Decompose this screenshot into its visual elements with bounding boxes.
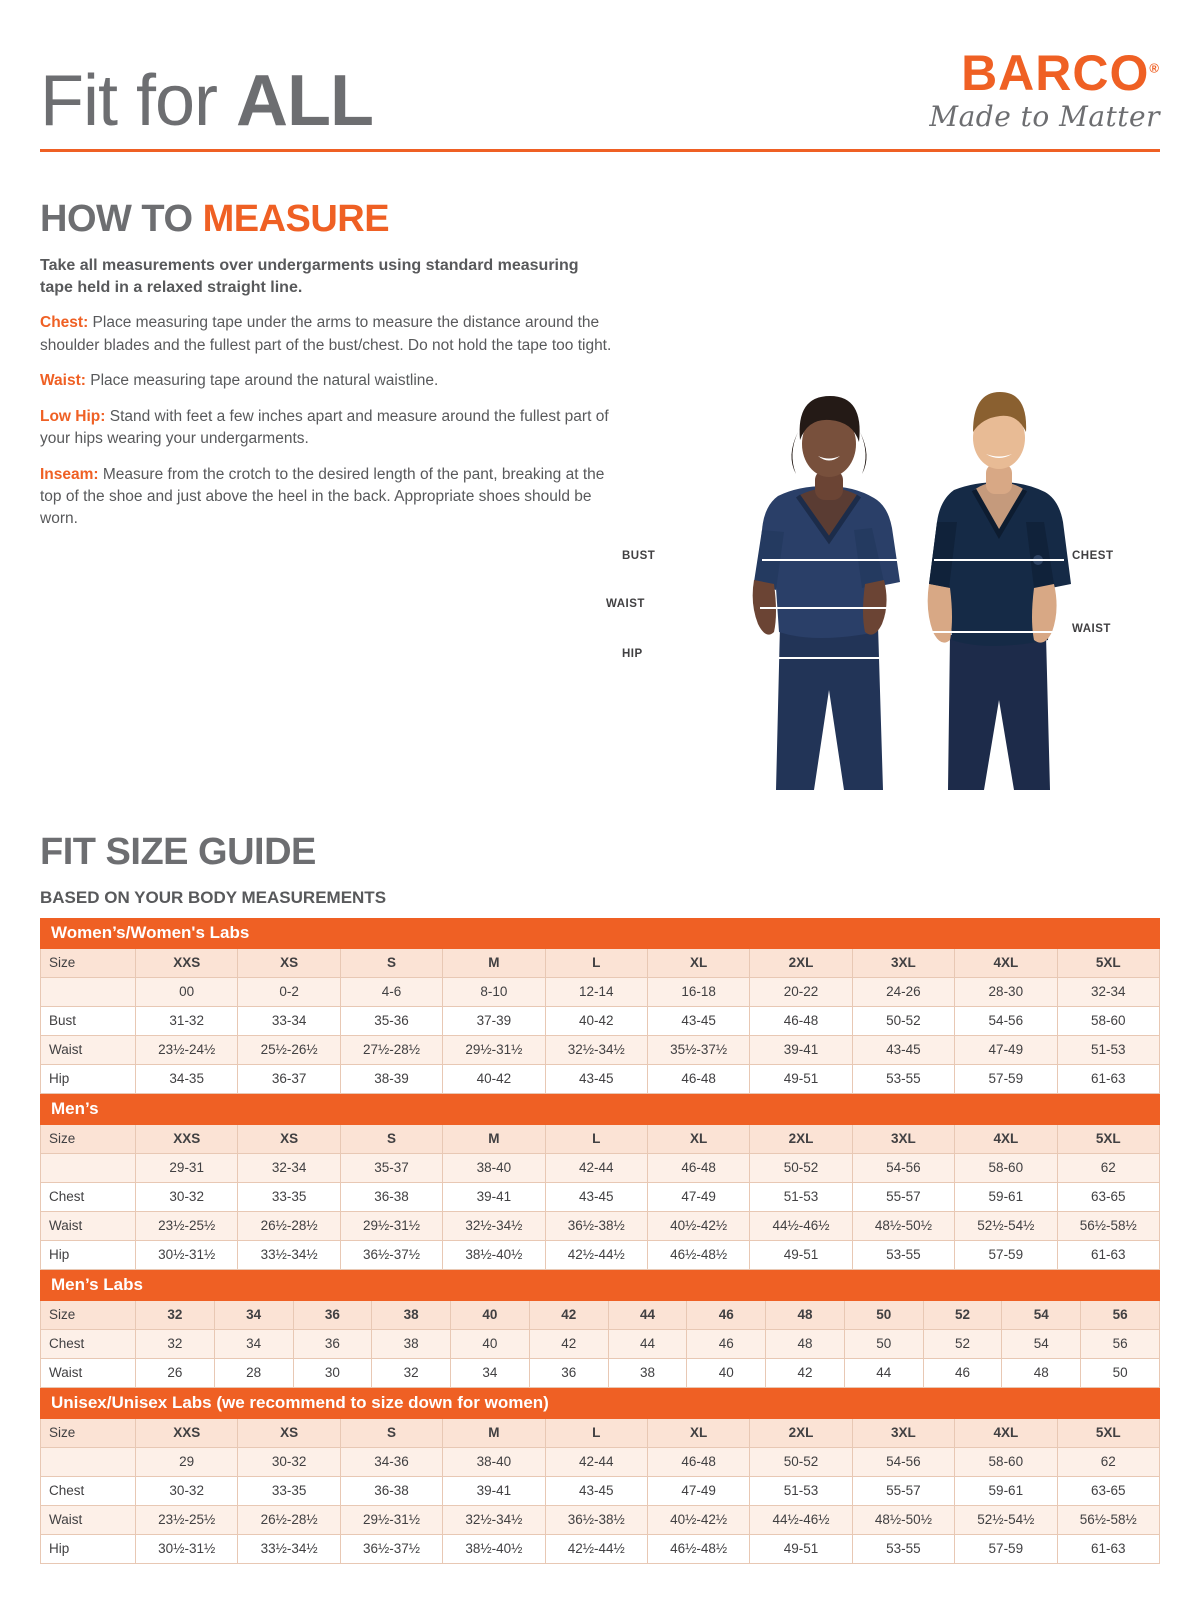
cell: 43-45 — [545, 1182, 647, 1211]
table-row — [41, 1329, 1160, 1358]
brand-name — [961, 45, 1160, 101]
cell: 61-63 — [1057, 1240, 1159, 1269]
cell: 51-53 — [750, 1476, 852, 1505]
table-mens-labs — [40, 1270, 1160, 1388]
size-cell: 36 — [293, 1300, 372, 1329]
cell: 30-32 — [136, 1182, 238, 1211]
cell: 36-37 — [238, 1064, 340, 1093]
measure-text-waist: Place measuring tape around the natural waistline. — [85, 372, 439, 390]
cell: 39-41 — [750, 1035, 852, 1064]
size-cell: 4XL — [955, 948, 1057, 977]
cell: 57-59 — [955, 1534, 1057, 1563]
measure-item-inseam — [40, 464, 620, 531]
cell: 50-52 — [750, 1153, 852, 1182]
page-header — [40, 0, 1160, 141]
size-cell: S — [340, 1418, 442, 1447]
cell: 32½-34½ — [545, 1035, 647, 1064]
cell: 30½-31½ — [136, 1240, 238, 1269]
row-label — [41, 1447, 136, 1476]
registered-mark-icon: ® — [1149, 60, 1160, 76]
size-cell: 52 — [923, 1300, 1002, 1329]
cell: 36½-37½ — [340, 1240, 442, 1269]
fit-size-guide-subheading: BASED ON YOUR BODY MEASUREMENTS — [40, 887, 387, 907]
table-unisex — [40, 1388, 1160, 1564]
fit-size-guide-section — [40, 831, 1160, 1564]
measure-text-low-hip: Stand with feet a few inches apart and measure around the fullest part of your hips wearing your undergarments. — [40, 407, 609, 448]
callout-chest-right: CHEST — [1072, 550, 1114, 562]
cell: 52½-54½ — [955, 1505, 1057, 1534]
table-row — [41, 1505, 1160, 1534]
cell: 29 — [136, 1447, 238, 1476]
table-row — [41, 948, 1160, 977]
size-cell: XS — [238, 948, 340, 977]
cell: 26½-28½ — [238, 1211, 340, 1240]
size-cell: L — [545, 948, 647, 977]
cell: 32-34 — [238, 1153, 340, 1182]
table-row — [41, 1447, 1160, 1476]
cell: 32-34 — [1057, 977, 1159, 1006]
cell: 50 — [844, 1329, 923, 1358]
table-row — [41, 1211, 1160, 1240]
cell: 4-6 — [340, 977, 442, 1006]
cell: 53-55 — [852, 1064, 954, 1093]
size-cell: 5XL — [1057, 948, 1159, 977]
row-label: Chest — [41, 1476, 136, 1505]
cell: 46 — [687, 1329, 766, 1358]
measure-item-chest — [40, 312, 620, 357]
brand-tagline: Made to Matter — [929, 100, 1160, 133]
cell: 56 — [1081, 1329, 1160, 1358]
how-to-measure-heading — [40, 198, 1160, 241]
size-cell: 46 — [687, 1300, 766, 1329]
cell: 47-49 — [647, 1476, 749, 1505]
cell: 46-48 — [647, 1064, 749, 1093]
cell: 48½-50½ — [852, 1505, 954, 1534]
model-woman — [753, 396, 900, 790]
size-cell: 48 — [766, 1300, 845, 1329]
cell: 23½-25½ — [136, 1211, 238, 1240]
cell: 33-35 — [238, 1476, 340, 1505]
cell: 33-35 — [238, 1182, 340, 1211]
row-label: Waist — [41, 1035, 136, 1064]
heading-accent: MEASURE — [202, 198, 390, 240]
size-cell: 2XL — [750, 1418, 852, 1447]
table-row — [41, 1534, 1160, 1563]
cell: 33½-34½ — [238, 1534, 340, 1563]
cell: 61-63 — [1057, 1064, 1159, 1093]
size-cell: XXS — [136, 1124, 238, 1153]
row-label: Waist — [41, 1505, 136, 1534]
band-label: Men’s — [41, 1094, 1160, 1124]
cell: 32 — [136, 1329, 215, 1358]
callout-waist-left: WAIST — [606, 598, 645, 610]
table-row — [41, 1418, 1160, 1447]
measure-label-inseam: Inseam: — [40, 465, 99, 483]
cell: 40½-42½ — [647, 1211, 749, 1240]
cell: 61-63 — [1057, 1534, 1159, 1563]
cell: 35-37 — [340, 1153, 442, 1182]
page-title-bold: ALL — [236, 61, 373, 141]
model-man — [928, 392, 1071, 790]
cell: 59-61 — [955, 1182, 1057, 1211]
table-row — [41, 1006, 1160, 1035]
brand-logo — [929, 45, 1160, 137]
cell: 33-34 — [238, 1006, 340, 1035]
models-svg — [702, 370, 1162, 790]
cell: 38-39 — [340, 1064, 442, 1093]
cell: 52 — [923, 1329, 1002, 1358]
row-label: Hip — [41, 1064, 136, 1093]
cell: 8-10 — [443, 977, 545, 1006]
cell: 42 — [766, 1358, 845, 1387]
cell: 29½-31½ — [340, 1505, 442, 1534]
size-cell: 5XL — [1057, 1418, 1159, 1447]
cell: 54-56 — [955, 1006, 1057, 1035]
row-label — [41, 977, 136, 1006]
size-cell: 42 — [529, 1300, 608, 1329]
cell: 12-14 — [545, 977, 647, 1006]
size-cell: 44 — [608, 1300, 687, 1329]
cell: 31-32 — [136, 1006, 238, 1035]
table-mens — [40, 1094, 1160, 1270]
table-row — [41, 1182, 1160, 1211]
row-label — [41, 1153, 136, 1182]
cell: 0-2 — [238, 977, 340, 1006]
table-row — [41, 1358, 1160, 1387]
size-cell: 5XL — [1057, 1124, 1159, 1153]
cell: 34 — [214, 1329, 293, 1358]
measure-text-inseam: Measure from the crotch to the desired length of the pant, breaking at the top of the shoe and just above the heel in the back. Appropriate shoes should be worn. — [40, 465, 605, 528]
size-cell: XS — [238, 1124, 340, 1153]
size-cell: 4XL — [955, 1124, 1057, 1153]
cell: 42½-44½ — [545, 1240, 647, 1269]
table-band-mens-labs — [41, 1270, 1160, 1300]
models-illustration — [606, 370, 1162, 790]
size-cell: L — [545, 1418, 647, 1447]
cell: 46-48 — [647, 1153, 749, 1182]
measure-lead-text: Take all measurements over undergarments using standard measuring tape held in a relaxed straight line. — [40, 257, 579, 296]
table-row — [41, 1035, 1160, 1064]
band-label: Women’s/Women's Labs — [41, 918, 1160, 948]
row-label: Hip — [41, 1240, 136, 1269]
cell: 30 — [293, 1358, 372, 1387]
cell: 48 — [1002, 1358, 1081, 1387]
cell: 56½-58½ — [1057, 1505, 1159, 1534]
size-cell: XXS — [136, 948, 238, 977]
cell: 46 — [923, 1358, 1002, 1387]
cell: 42-44 — [545, 1447, 647, 1476]
cell: 52½-54½ — [955, 1211, 1057, 1240]
cell: 39-41 — [443, 1182, 545, 1211]
cell: 34 — [451, 1358, 530, 1387]
page-title-light: Fit for — [40, 61, 237, 141]
size-cell: XS — [238, 1418, 340, 1447]
cell: 43-45 — [545, 1064, 647, 1093]
cell: 42½-44½ — [545, 1534, 647, 1563]
table-womens — [40, 918, 1160, 1094]
cell: 44½-46½ — [750, 1211, 852, 1240]
cell: 35-36 — [340, 1006, 442, 1035]
row-label: Hip — [41, 1534, 136, 1563]
cell: 28-30 — [955, 977, 1057, 1006]
cell: 16-18 — [647, 977, 749, 1006]
cell: 36 — [293, 1329, 372, 1358]
cell: 43-45 — [852, 1035, 954, 1064]
table-row — [41, 1153, 1160, 1182]
size-cell: S — [340, 1124, 442, 1153]
header-divider — [40, 149, 1160, 152]
cell: 56½-58½ — [1057, 1211, 1159, 1240]
cell: 32½-34½ — [443, 1211, 545, 1240]
callout-bust: BUST — [622, 550, 656, 562]
cell: 54-56 — [852, 1447, 954, 1476]
cell: 49-51 — [750, 1534, 852, 1563]
size-cell: M — [443, 1418, 545, 1447]
table-band-womens — [41, 918, 1160, 948]
table-row — [41, 1064, 1160, 1093]
cell: 53-55 — [852, 1240, 954, 1269]
row-label: Size — [41, 948, 136, 977]
size-cell: XXS — [136, 1418, 238, 1447]
cell: 44½-46½ — [750, 1505, 852, 1534]
cell: 51-53 — [1057, 1035, 1159, 1064]
cell: 55-57 — [852, 1476, 954, 1505]
size-cell: 38 — [372, 1300, 451, 1329]
cell: 38 — [608, 1358, 687, 1387]
band-label: Men’s Labs — [41, 1270, 1160, 1300]
cell: 46½-48½ — [647, 1534, 749, 1563]
cell: 54-56 — [852, 1153, 954, 1182]
size-tables — [40, 918, 1160, 1564]
callout-waist-right: WAIST — [1072, 623, 1111, 635]
size-cell: S — [340, 948, 442, 977]
cell: 46-48 — [750, 1006, 852, 1035]
cell: 63-65 — [1057, 1476, 1159, 1505]
size-cell: 4XL — [955, 1418, 1057, 1447]
table-row — [41, 1300, 1160, 1329]
cell: 51-53 — [750, 1182, 852, 1211]
cell: 40½-42½ — [647, 1505, 749, 1534]
cell: 47-49 — [647, 1182, 749, 1211]
cell: 23½-24½ — [136, 1035, 238, 1064]
cell: 42-44 — [545, 1153, 647, 1182]
cell: 50 — [1081, 1358, 1160, 1387]
cell: 55-57 — [852, 1182, 954, 1211]
cell: 44 — [844, 1358, 923, 1387]
cell: 38-40 — [443, 1153, 545, 1182]
size-cell: 3XL — [852, 1124, 954, 1153]
cell: 54 — [1002, 1329, 1081, 1358]
cell: 28 — [214, 1358, 293, 1387]
table-band-mens — [41, 1094, 1160, 1124]
brand-wordmark: BARCO — [961, 45, 1150, 101]
cell: 36½-38½ — [545, 1211, 647, 1240]
cell: 36-38 — [340, 1476, 442, 1505]
row-label: Chest — [41, 1182, 136, 1211]
cell: 24-26 — [852, 977, 954, 1006]
cell: 36½-38½ — [545, 1505, 647, 1534]
cell: 40 — [687, 1358, 766, 1387]
cell: 48 — [766, 1329, 845, 1358]
cell: 36½-37½ — [340, 1534, 442, 1563]
cell: 00 — [136, 977, 238, 1006]
row-label: Bust — [41, 1006, 136, 1035]
cell: 26 — [136, 1358, 215, 1387]
cell: 29-31 — [136, 1153, 238, 1182]
cell: 40-42 — [545, 1006, 647, 1035]
cell: 32 — [372, 1358, 451, 1387]
size-cell: 40 — [451, 1300, 530, 1329]
cell: 58-60 — [955, 1153, 1057, 1182]
row-label: Waist — [41, 1358, 136, 1387]
size-cell: M — [443, 948, 545, 977]
cell: 46½-48½ — [647, 1240, 749, 1269]
row-label: Size — [41, 1300, 136, 1329]
page-title — [40, 61, 373, 141]
cell: 38-40 — [443, 1447, 545, 1476]
cell: 33½-34½ — [238, 1240, 340, 1269]
cell: 50-52 — [750, 1447, 852, 1476]
cell: 34-36 — [340, 1447, 442, 1476]
cell: 44 — [608, 1329, 687, 1358]
cell: 63-65 — [1057, 1182, 1159, 1211]
cell: 37-39 — [443, 1006, 545, 1035]
cell: 36-38 — [340, 1182, 442, 1211]
table-row — [41, 1124, 1160, 1153]
cell: 57-59 — [955, 1064, 1057, 1093]
size-cell: 34 — [214, 1300, 293, 1329]
cell: 49-51 — [750, 1064, 852, 1093]
size-cell: XL — [647, 948, 749, 977]
row-label: Chest — [41, 1329, 136, 1358]
cell: 30-32 — [136, 1476, 238, 1505]
fit-size-guide-heading: FIT SIZE GUIDE — [40, 830, 316, 873]
cell: 49-51 — [750, 1240, 852, 1269]
band-label: Unisex/Unisex Labs (we recommend to size down for women) — [41, 1388, 1160, 1418]
measure-text-chest: Place measuring tape under the arms to measure the distance around the shoulder blades and the fullest part of the bust/chest. Do not hold the tape too tight. — [40, 314, 612, 354]
row-label: Waist — [41, 1211, 136, 1240]
callout-hip: HIP — [622, 648, 643, 660]
cell: 39-41 — [443, 1476, 545, 1505]
row-label: Size — [41, 1418, 136, 1447]
size-cell: 2XL — [750, 948, 852, 977]
measure-item-waist — [40, 370, 620, 392]
cell: 62 — [1057, 1153, 1159, 1182]
cell: 30-32 — [238, 1447, 340, 1476]
cell: 58-60 — [955, 1447, 1057, 1476]
cell: 23½-25½ — [136, 1505, 238, 1534]
size-cell: 3XL — [852, 1418, 954, 1447]
row-label: Size — [41, 1124, 136, 1153]
cell: 38½-40½ — [443, 1240, 545, 1269]
table-row — [41, 1476, 1160, 1505]
size-cell: XL — [647, 1418, 749, 1447]
size-cell: L — [545, 1124, 647, 1153]
size-cell: 56 — [1081, 1300, 1160, 1329]
cell: 20-22 — [750, 977, 852, 1006]
cell: 25½-26½ — [238, 1035, 340, 1064]
cell: 30½-31½ — [136, 1534, 238, 1563]
cell: 46-48 — [647, 1447, 749, 1476]
cell: 26½-28½ — [238, 1505, 340, 1534]
cell: 43-45 — [545, 1476, 647, 1505]
size-cell: M — [443, 1124, 545, 1153]
cell: 48½-50½ — [852, 1211, 954, 1240]
size-cell: 3XL — [852, 948, 954, 977]
measure-item-low-hip — [40, 406, 620, 451]
cell: 40-42 — [443, 1064, 545, 1093]
cell: 35½-37½ — [647, 1035, 749, 1064]
table-band-unisex — [41, 1388, 1160, 1418]
cell: 50-52 — [852, 1006, 954, 1035]
size-cell: 32 — [136, 1300, 215, 1329]
cell: 27½-28½ — [340, 1035, 442, 1064]
measure-label-chest: Chest: — [40, 314, 89, 332]
size-cell: 54 — [1002, 1300, 1081, 1329]
cell: 36 — [529, 1358, 608, 1387]
cell: 59-61 — [955, 1476, 1057, 1505]
measure-label-low-hip: Low Hip: — [40, 407, 106, 425]
cell: 53-55 — [852, 1534, 954, 1563]
cell: 42 — [529, 1329, 608, 1358]
cell: 58-60 — [1057, 1006, 1159, 1035]
heading-plain: HOW TO — [40, 198, 203, 240]
cell: 38 — [372, 1329, 451, 1358]
cell: 32½-34½ — [443, 1505, 545, 1534]
cell: 62 — [1057, 1447, 1159, 1476]
measure-label-waist: Waist: — [40, 372, 86, 390]
cell: 29½-31½ — [340, 1211, 442, 1240]
table-row — [41, 1240, 1160, 1269]
cell: 29½-31½ — [443, 1035, 545, 1064]
cell: 47-49 — [955, 1035, 1057, 1064]
cell: 43-45 — [647, 1006, 749, 1035]
size-cell: XL — [647, 1124, 749, 1153]
size-cell: 2XL — [750, 1124, 852, 1153]
size-cell: 50 — [844, 1300, 923, 1329]
cell: 34-35 — [136, 1064, 238, 1093]
cell: 57-59 — [955, 1240, 1057, 1269]
cell: 38½-40½ — [443, 1534, 545, 1563]
table-row — [41, 977, 1160, 1006]
cell: 40 — [451, 1329, 530, 1358]
